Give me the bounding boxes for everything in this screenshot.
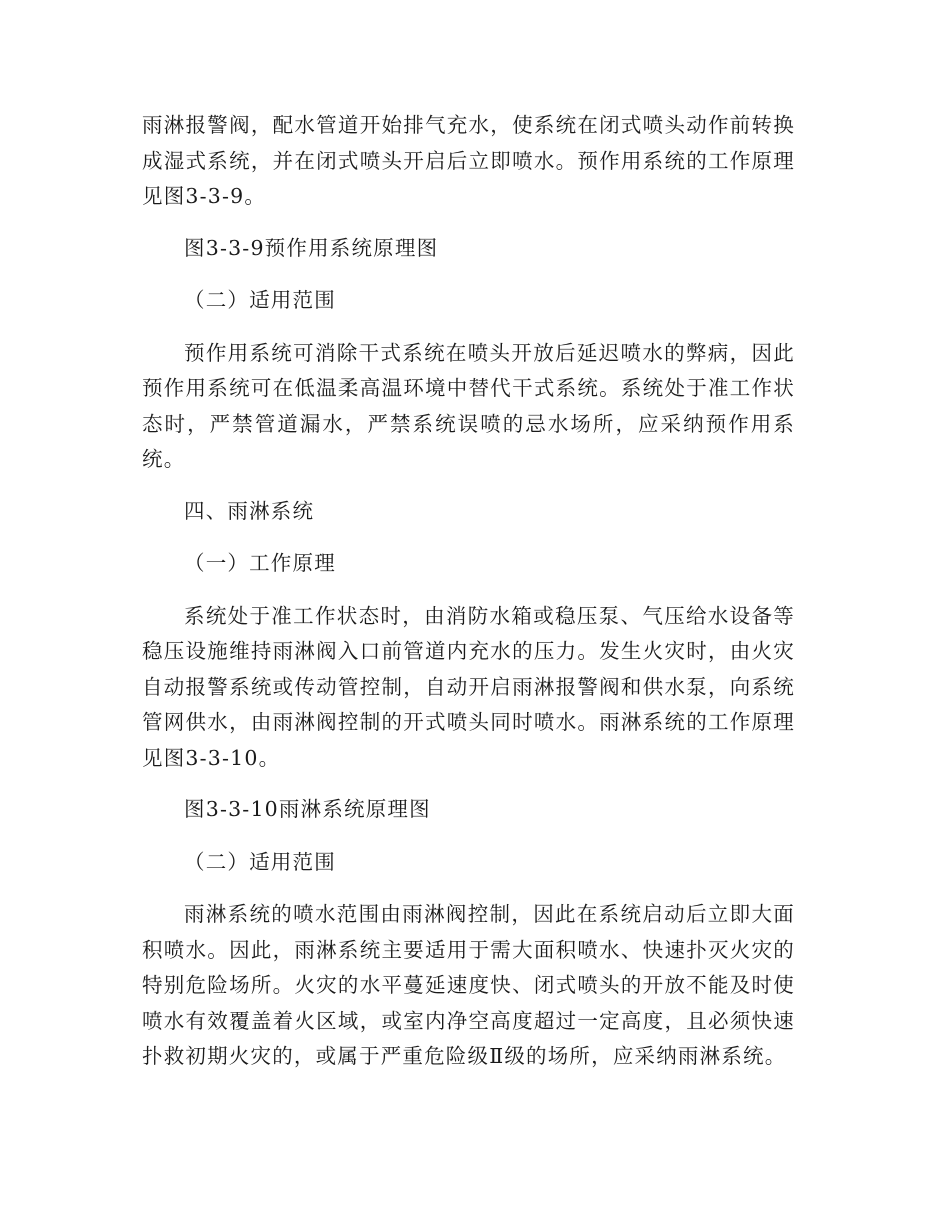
paragraph-preaction-scope: 预作用系统可消除干式系统在喷头开放后延迟喷水的弊病，因此预作用系统可在低温柔高温环境中替代干式系统。系统处于准工作状态时，严禁管道漏水，严禁系统误喷的忌水场所，应采纳预作用系统。 bbox=[142, 340, 795, 471]
paragraph-continuation: 雨淋报警阀，配水管道开始排气充水，使系统在闭式喷头动作前转换成湿式系统，并在闭式喷头开启后立即喷水。预作用系统的工作原理见图3-3-9。 bbox=[142, 113, 795, 208]
section-heading-scope-deluge: （二）适用范围 bbox=[184, 849, 336, 874]
section-heading-scope: （二）适用范围 bbox=[184, 288, 336, 312]
section-heading-deluge-system: 四、雨淋系统 bbox=[184, 498, 315, 523]
figure-caption-3-3-10: 图3-3-10雨淋系统原理图 bbox=[184, 797, 431, 821]
paragraph-deluge-principle: 系统处于准工作状态时，由消防水箱或稳压泵、气压给水设备等稳压设施维持雨淋阀入口前管道内充水的压力。发生火灾时，由火灾自动报警系统或传动管控制，自动开启雨淋报警阀和供水泵，向系统管网供水，由雨淋阀控制的开式喷头同时喷水。雨淋系统的工作原理见图3-3-10。 bbox=[142, 603, 795, 770]
paragraph-deluge-scope: 雨淋系统的喷水范围由雨淋阀控制，因此在系统启动后立即大面积喷水。因此，雨淋系统主要适用于需大面积喷水、快速扑灭火灾的特别危险场所。火灾的水平蔓延速度快、闭式喷头的开放不能及时使喷水有效覆盖着火区域，或室内净空高度超过一定高度，且必须快速扑救初期火灾的，或属于严重危险级Ⅱ级的场所，应采纳雨淋系统。 bbox=[142, 902, 795, 1068]
section-heading-working-principle: （一）工作原理 bbox=[184, 551, 336, 575]
figure-caption-3-3-9: 图3-3-9预作用系统原理图 bbox=[184, 235, 439, 260]
